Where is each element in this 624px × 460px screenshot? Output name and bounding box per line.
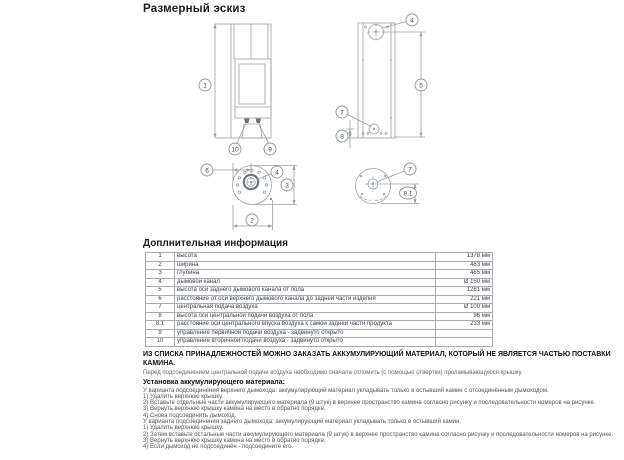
callout-9 [264, 143, 276, 155]
svg-text:7: 7 [408, 166, 412, 174]
row-value [436, 338, 493, 347]
table-row [146, 261, 493, 270]
svg-text:5: 5 [419, 82, 423, 90]
row-desc: глубина [175, 270, 436, 279]
row-num: 6 [146, 295, 175, 304]
dimensional-sketch [143, 0, 624, 240]
table-row [146, 295, 493, 304]
bottom-view [356, 163, 420, 204]
pre-connection-note: Перед подсоединением центральной подачи воздуха необходимо сначала отломить (с помощью отвертки) проламывающуюся крышку. [143, 370, 523, 376]
svg-text:8: 8 [340, 133, 344, 141]
row-desc: высота оси заднего дымового канала от пола [175, 287, 436, 296]
row-num: 2 [146, 261, 175, 270]
callout-7-bottom [404, 163, 416, 175]
table-row [146, 312, 493, 321]
primary-air-control [244, 119, 250, 124]
row-desc: высота оси центральной подачи воздуха от пола [175, 312, 436, 321]
row-desc: высота [175, 253, 436, 262]
svg-text:7: 7 [340, 109, 344, 117]
install-block-top-flue [143, 388, 622, 419]
callout-4-side [406, 14, 418, 26]
row-desc: управление первичной подачи воздуха - задвинуто открыто [175, 329, 436, 338]
secondary-air-control [256, 119, 262, 124]
install-instructions-title: Установка аккумулирующего материала: [143, 378, 285, 386]
step: 1) Удалить верхнюю крышку. [143, 425, 224, 432]
row-num: 1 [146, 253, 175, 262]
row-value: 221 мм [436, 295, 493, 304]
row-value: 96 мм [436, 312, 493, 321]
svg-text:2: 2 [250, 217, 254, 225]
table-row [146, 287, 493, 296]
block-intro: У варианта подсоединения заднего дымохода: аккумулирующий материал укладывать только в остывший камин. [143, 418, 462, 425]
table-row [146, 304, 493, 313]
top-view [201, 163, 297, 230]
callout-10 [229, 143, 241, 155]
table-row [146, 270, 493, 279]
notes-section [143, 351, 622, 450]
row-value [436, 329, 493, 338]
info-table-title: Доплнительная информация [143, 238, 288, 249]
info-table [145, 252, 493, 347]
step: 4) Снова подсоединить дымоход. [143, 412, 237, 419]
row-desc: ширина [175, 261, 436, 270]
svg-text:4: 4 [275, 169, 279, 177]
row-desc: расстояние от оси верхнего дымового канала до задней части изделия [175, 295, 436, 304]
table-row [146, 329, 493, 338]
step: 4) Если дымоход не подсоединён - подсоедините его. [143, 444, 294, 451]
row-num: 4 [146, 278, 175, 287]
row-num: 8 [146, 312, 175, 321]
callout-7-side [336, 106, 348, 118]
table-row [146, 338, 493, 347]
page-title: Размерный эскиз [143, 3, 246, 15]
row-desc: управление вторичной подачи воздуха - задвинуто открыто [175, 338, 436, 347]
row-num: 7 [146, 304, 175, 313]
table-row [146, 321, 493, 330]
step: 3) Вернуть верхнюю крышку камина на место в обратно порядке. [143, 437, 326, 444]
svg-text:1: 1 [203, 82, 207, 90]
row-value: 465 мм [436, 270, 493, 279]
callout-3 [281, 179, 293, 191]
row-num: 8.1 [146, 321, 175, 330]
row-desc: дымовой канал [175, 278, 436, 287]
row-value: 233 мм [436, 321, 493, 330]
table-row [146, 253, 493, 262]
callout-4-top [271, 166, 283, 178]
row-num: 9 [146, 329, 175, 338]
callout-8 [336, 130, 348, 142]
step: 3) Вернуть верхнюю крышку камина на место в обратно порядке. [143, 406, 326, 413]
side-view [336, 14, 427, 148]
front-view [199, 24, 276, 155]
step: 1) Удалить верхнюю крышку. [143, 393, 224, 400]
row-value: 1281 мм [436, 287, 493, 296]
svg-text:3: 3 [285, 182, 289, 190]
row-desc: центральная подача воздуха [175, 304, 436, 313]
block-intro: У варианта подсоединения верхнего дымохода: аккумулирующий материал укладывать только в остывший камин с отсоединённым дымоходом. [143, 387, 549, 394]
svg-text:4: 4 [410, 17, 414, 25]
table-row [146, 278, 493, 287]
row-value: Ø 150 мм [436, 278, 493, 287]
row-num: 3 [146, 270, 175, 279]
svg-text:6: 6 [205, 167, 209, 175]
row-value: 1378 мм [436, 253, 493, 262]
step: 2) Затем вставьте остальные части аккумулирующего материала (9 штук) в верхнее пространство камина согласно рисунку и последовательности номеров на рисунке. [143, 431, 614, 438]
svg-text:9: 9 [268, 146, 272, 154]
callout-5 [415, 79, 427, 91]
row-value: 483 мм [436, 261, 493, 270]
row-num: 10 [146, 338, 175, 347]
svg-text:10: 10 [231, 146, 239, 154]
row-num: 5 [146, 287, 175, 296]
callout-8-1 [400, 187, 417, 199]
accessories-warning: ИЗ СПИСКА ПРИНАДЛЕЖНОСТЕЙ МОЖНО ЗАКАЗАТЬ АККУМУЛИРУЮЩИЙ МАТЕРИАЛ, КОТОРЫЙ НЕ ЯВЛЯЕТСЯ ЧАСТЬЮ ПОСТАВКИ КАМИНА. [143, 351, 611, 367]
install-block-rear-flue [143, 419, 622, 450]
row-value: Ø 100 мм [436, 304, 493, 313]
callout-1 [199, 79, 211, 91]
step: 2) Вставьте отдельные части аккумулирующего материала (9 штук) в верхнее пространство камина согласно рисунку и последовательности номеров на рисунке. [143, 400, 596, 407]
callout-6 [201, 164, 213, 176]
svg-text:8.1: 8.1 [403, 190, 413, 198]
callout-2 [246, 214, 258, 226]
row-desc: расстояние оси центрального впуска воздуха к самой задней части продукта [175, 321, 436, 330]
